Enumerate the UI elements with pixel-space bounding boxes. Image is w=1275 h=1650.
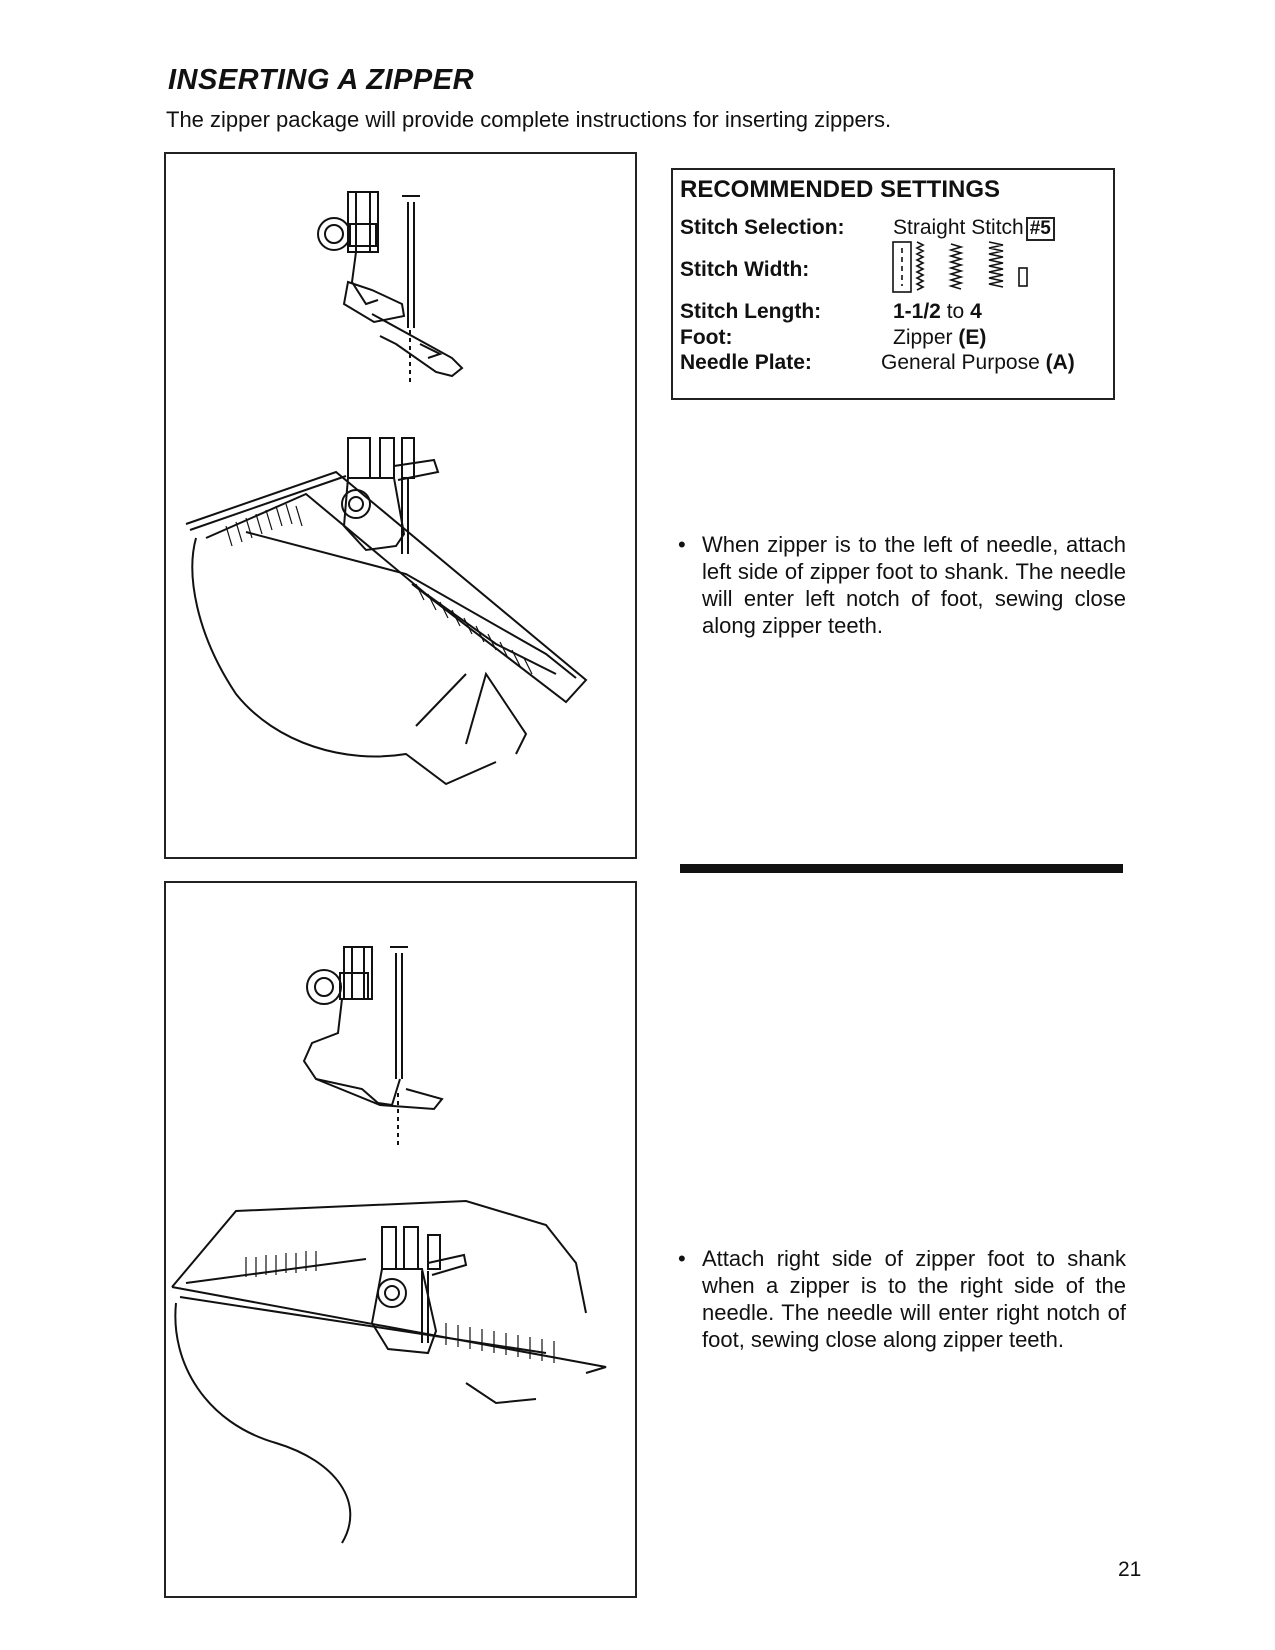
stitch-length-to: to: [940, 300, 971, 323]
needle-plate-text: General Purpose: [881, 351, 1046, 374]
instruction-left-text: When zipper is to the left of needle, attach left side of zipper foot to shank. The needle will enter left notch of foot, sewing close along zipper teeth.: [702, 532, 1126, 638]
stitch-selection-row: [680, 216, 845, 240]
page-number: 21: [1118, 1558, 1142, 1581]
stitch-width-row: [680, 258, 809, 282]
stitch-selection-text: Straight Stitch: [893, 216, 1024, 239]
stitch-length-max: 4: [970, 300, 982, 323]
foot-label: Foot:: [680, 326, 733, 349]
illustration-zipper-right: [164, 881, 637, 1598]
foot-code: (E): [958, 326, 987, 349]
instruction-right-text: Attach right side of zipper foot to shank when a zipper is to the right side of the needle. The needle will enter right notch of foot, sewing close along zipper teeth.: [702, 1246, 1126, 1352]
needle-plate-label: Needle Plate:: [680, 351, 812, 374]
stitch-length-min: 1-1/2: [893, 300, 941, 323]
stitch-length-row: [680, 300, 821, 324]
stitch-width-icon: [891, 238, 1041, 296]
zipper-foot-left-drawing: [166, 154, 635, 857]
illustration-zipper-left: [164, 152, 637, 859]
instruction-right-zipper: [678, 1245, 1126, 1353]
zipper-foot-right-drawing: [166, 883, 635, 1596]
instruction-left-zipper: [678, 531, 1126, 639]
page-subtitle: The zipper package will provide complete instructions for inserting zippers.: [166, 107, 892, 132]
section-divider: [680, 864, 1123, 873]
stitch-width-label: Stitch Width:: [680, 258, 810, 281]
recommended-settings-box: [671, 168, 1115, 400]
foot-value: [893, 326, 986, 350]
stitch-selection-label: Stitch Selection:: [680, 216, 845, 239]
foot-text: Zipper: [893, 326, 959, 349]
foot-row: [680, 326, 732, 350]
stitch-number-badge: #5: [1026, 217, 1055, 241]
needle-plate-row: [680, 351, 812, 375]
settings-title: RECOMMENDED SETTINGS: [680, 176, 1001, 203]
stitch-length-value: [893, 300, 982, 324]
needle-plate-value: [881, 351, 1075, 375]
bullet-icon: •: [678, 532, 686, 557]
stitch-length-label: Stitch Length:: [680, 300, 822, 323]
needle-plate-code: (A): [1045, 351, 1075, 374]
page-title: INSERTING A ZIPPER: [168, 64, 475, 96]
bullet-icon: •: [678, 1246, 686, 1271]
